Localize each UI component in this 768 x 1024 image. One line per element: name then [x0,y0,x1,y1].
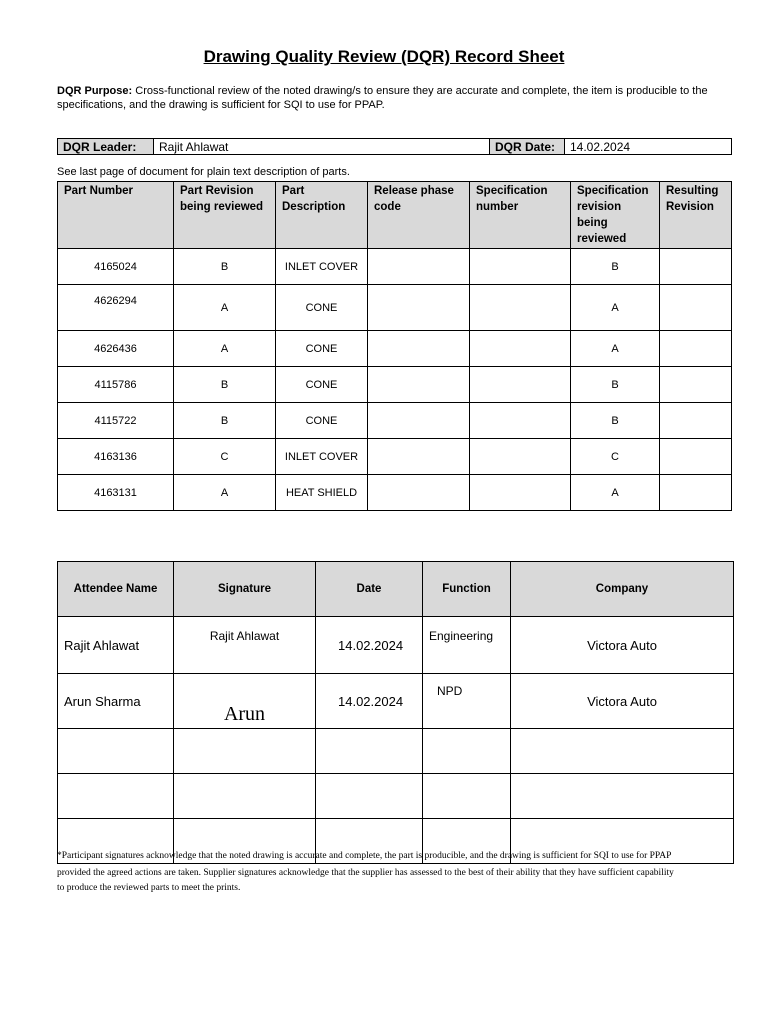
resulting-revision [660,331,732,367]
attendee-signature [174,729,316,774]
footnote-line-2: provided the agreed actions are taken. Supplier signatures acknowledge that the supplier has assessed to the best of their ability that they have sufficient capability [57,868,674,878]
part-number: 4165024 [58,249,174,285]
leader-table [57,138,732,155]
release-phase [368,331,470,367]
purpose-text: Cross-functional review of the noted drawing/s to ensure they are accurate and complete, the item is producible to the specifications, and the drawing is sufficient for SQI to use for PPAP. [57,85,708,111]
part-revision: A [174,285,276,331]
part-description: CONE [276,403,368,439]
attendee-function: Engineering [423,617,511,674]
table-row [58,285,732,331]
attendee-name: Arun Sharma [58,674,174,729]
part-revision: A [174,475,276,511]
attendee-name [58,729,174,774]
leader-label: DQR Leader: [58,139,154,155]
parts-header-row [58,182,732,249]
header-signature: Signature [174,562,316,617]
header-spec-revision: Specification revision being reviewed [571,182,660,249]
part-number: 4163131 [58,475,174,511]
attendee-function [423,729,511,774]
spec-number [470,439,571,475]
part-number: 4626294 [58,285,174,331]
attendee-company [511,729,734,774]
header-company: Company [511,562,734,617]
part-number: 4626436 [58,331,174,367]
spec-number [470,403,571,439]
page-title: Drawing Quality Review (DQR) Record Sheet [203,47,565,66]
attendee-function [423,774,511,819]
spec-revision: B [571,249,660,285]
spec-revision: B [571,367,660,403]
part-description: CONE [276,331,368,367]
spec-revision: C [571,439,660,475]
header-function: Function [423,562,511,617]
attendee-name: Rajit Ahlawat [58,617,174,674]
parts-table [57,181,732,511]
footnote [57,848,717,894]
attendee-name [58,774,174,819]
resulting-revision [660,367,732,403]
attendee-date: 14.02.2024 [316,674,423,729]
part-revision: A [174,331,276,367]
spec-number [470,285,571,331]
release-phase [368,475,470,511]
spec-revision: A [571,331,660,367]
attendee-company [511,774,734,819]
resulting-revision [660,249,732,285]
spec-revision: B [571,403,660,439]
release-phase [368,367,470,403]
date-value: 14.02.2024 [565,139,732,155]
part-description: CONE [276,367,368,403]
attendee-date: 14.02.2024 [316,617,423,674]
part-revision: B [174,403,276,439]
header-part-number: Part Number [58,182,174,249]
spec-number [470,249,571,285]
resulting-revision [660,439,732,475]
table-row [58,367,732,403]
table-row [58,774,734,819]
part-description: INLET COVER [276,249,368,285]
parts-note: See last page of document for plain text description of parts. [57,166,350,178]
part-description: INLET COVER [276,439,368,475]
attendee-date [316,774,423,819]
table-row [58,674,734,729]
attendees-table [57,561,734,864]
release-phase [368,439,470,475]
purpose-label: DQR Purpose: [57,85,133,97]
attendee-company: Victora Auto [511,674,734,729]
footnote-line-3: to produce the reviewed parts to meet the prints. [57,883,241,893]
attendees-header-row [58,562,734,617]
part-number: 4115722 [58,403,174,439]
table-row [58,331,732,367]
part-revision: B [174,367,276,403]
attendee-signature: Arun [174,674,316,729]
release-phase [368,285,470,331]
table-row [58,729,734,774]
resulting-revision [660,475,732,511]
part-number: 4163136 [58,439,174,475]
header-release-phase: Release phase code [368,182,470,249]
leader-value: Rajit Ahlawat [154,139,490,155]
header-part-description: Part Description [276,182,368,249]
resulting-revision [660,403,732,439]
purpose-paragraph [57,84,727,112]
part-revision: C [174,439,276,475]
release-phase [368,249,470,285]
header-attendee-name: Attendee Name [58,562,174,617]
part-description: CONE [276,285,368,331]
spec-number [470,475,571,511]
table-row [58,475,732,511]
spec-number [470,367,571,403]
attendee-signature [174,774,316,819]
date-label: DQR Date: [490,139,565,155]
resulting-revision [660,285,732,331]
part-number: 4115786 [58,367,174,403]
table-row [58,403,732,439]
part-description: HEAT SHIELD [276,475,368,511]
release-phase [368,403,470,439]
part-revision: B [174,249,276,285]
attendee-signature: Rajit Ahlawat [174,617,316,674]
header-date: Date [316,562,423,617]
table-row [58,249,732,285]
spec-number [470,331,571,367]
spec-revision: A [571,285,660,331]
spec-revision: A [571,475,660,511]
footnote-line-1: *Participant signatures acknowledge that the noted drawing is accurate and complete, the part is producible, and the drawing is sufficient for SQI to use for PPAP [57,851,672,861]
table-row [58,617,734,674]
attendee-company: Victora Auto [511,617,734,674]
header-resulting-revision: Resulting Revision [660,182,732,249]
attendee-function: NPD [423,674,511,729]
table-row [58,439,732,475]
attendee-date [316,729,423,774]
header-spec-number: Specification number [470,182,571,249]
header-part-revision: Part Revision being reviewed [174,182,276,249]
